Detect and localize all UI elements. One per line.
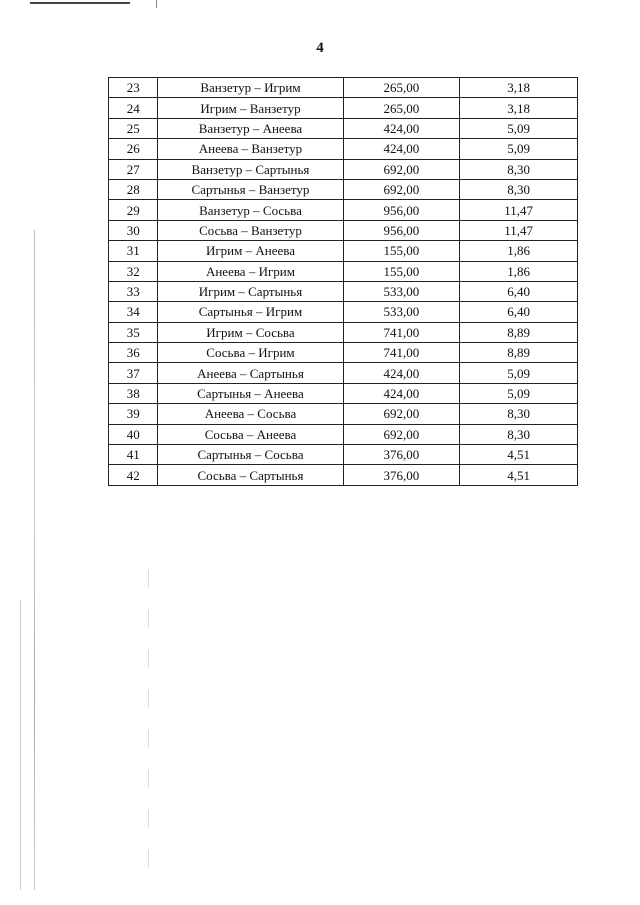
route-cell: Сосьва – Ванзетур [158,220,343,240]
value-cell: 8,30 [460,424,578,444]
table-row [109,179,578,199]
scan-artifact-middle-line [148,570,149,890]
value-cell: 1,86 [460,241,578,261]
row-number-cell: 36 [109,343,158,363]
route-cell: Ванзетур – Сосьва [158,200,343,220]
row-number-cell: 34 [109,302,158,322]
row-number-cell: 23 [109,78,158,98]
distance-cell: 692,00 [343,424,460,444]
value-cell: 8,30 [460,179,578,199]
route-cell: Анеева – Сартынья [158,363,343,383]
routes-table-body [109,78,578,486]
route-cell: Сосьва – Игрим [158,343,343,363]
table-row [109,383,578,403]
value-cell: 3,18 [460,98,578,118]
row-number-cell: 42 [109,465,158,485]
table-row [109,424,578,444]
page-number: 4 [316,40,324,56]
distance-cell: 265,00 [343,78,460,98]
route-cell: Игрим – Анеева [158,241,343,261]
value-cell: 6,40 [460,281,578,301]
row-number-cell: 39 [109,404,158,424]
value-cell: 8,89 [460,322,578,342]
row-number-cell: 33 [109,281,158,301]
distance-cell: 424,00 [343,139,460,159]
table-row [109,302,578,322]
table-row [109,159,578,179]
row-number-cell: 29 [109,200,158,220]
table-row [109,343,578,363]
route-cell: Сартынья – Игрим [158,302,343,322]
route-cell: Ванзетур – Анеева [158,118,343,138]
table-row [109,98,578,118]
distance-cell: 533,00 [343,302,460,322]
value-cell: 8,30 [460,159,578,179]
value-cell: 5,09 [460,139,578,159]
value-cell: 5,09 [460,383,578,403]
table-row [109,220,578,240]
row-number-cell: 37 [109,363,158,383]
table-row [109,445,578,465]
distance-cell: 265,00 [343,98,460,118]
route-cell: Анеева – Игрим [158,261,343,281]
row-number-cell: 27 [109,159,158,179]
table-row [109,78,578,98]
route-cell: Сосьва – Сартынья [158,465,343,485]
value-cell: 6,40 [460,302,578,322]
value-cell: 5,09 [460,363,578,383]
row-number-cell: 32 [109,261,158,281]
table-row [109,322,578,342]
scan-artifact-left-line [34,230,35,890]
table-row [109,465,578,485]
value-cell: 4,51 [460,465,578,485]
route-cell: Сартынья – Сосьва [158,445,343,465]
distance-cell: 424,00 [343,118,460,138]
row-number-cell: 24 [109,98,158,118]
distance-cell: 692,00 [343,159,460,179]
table-row [109,139,578,159]
distance-cell: 533,00 [343,281,460,301]
distance-cell: 741,00 [343,322,460,342]
routes-table [108,77,578,486]
distance-cell: 376,00 [343,445,460,465]
value-cell: 5,09 [460,118,578,138]
route-cell: Анеева – Ванзетур [158,139,343,159]
distance-cell: 692,00 [343,404,460,424]
row-number-cell: 35 [109,322,158,342]
row-number-cell: 25 [109,118,158,138]
row-number-cell: 41 [109,445,158,465]
value-cell: 4,51 [460,445,578,465]
distance-cell: 155,00 [343,241,460,261]
row-number-cell: 40 [109,424,158,444]
distance-cell: 155,00 [343,261,460,281]
row-number-cell: 30 [109,220,158,240]
route-cell: Ванзетур – Сартынья [158,159,343,179]
row-number-cell: 31 [109,241,158,261]
distance-cell: 956,00 [343,200,460,220]
table-row [109,363,578,383]
distance-cell: 424,00 [343,363,460,383]
route-cell: Игрим – Ванзетур [158,98,343,118]
table-row [109,200,578,220]
value-cell: 1,86 [460,261,578,281]
table-row [109,241,578,261]
route-cell: Сартынья – Анеева [158,383,343,403]
value-cell: 11,47 [460,200,578,220]
route-cell: Сартынья – Ванзетур [158,179,343,199]
scan-artifact-top-line [30,2,130,4]
row-number-cell: 28 [109,179,158,199]
value-cell: 8,89 [460,343,578,363]
distance-cell: 741,00 [343,343,460,363]
route-cell: Игрим – Сосьва [158,322,343,342]
scan-artifact-left-line-secondary [20,600,21,890]
distance-cell: 424,00 [343,383,460,403]
route-cell: Анеева – Сосьва [158,404,343,424]
value-cell: 3,18 [460,78,578,98]
distance-cell: 956,00 [343,220,460,240]
route-cell: Ванзетур – Игрим [158,78,343,98]
scan-artifact-tick [156,0,157,8]
table-row [109,404,578,424]
value-cell: 8,30 [460,404,578,424]
table-row [109,261,578,281]
route-cell: Сосьва – Анеева [158,424,343,444]
distance-cell: 692,00 [343,179,460,199]
route-cell: Игрим – Сартынья [158,281,343,301]
row-number-cell: 38 [109,383,158,403]
value-cell: 11,47 [460,220,578,240]
table-row [109,281,578,301]
table-row [109,118,578,138]
distance-cell: 376,00 [343,465,460,485]
row-number-cell: 26 [109,139,158,159]
